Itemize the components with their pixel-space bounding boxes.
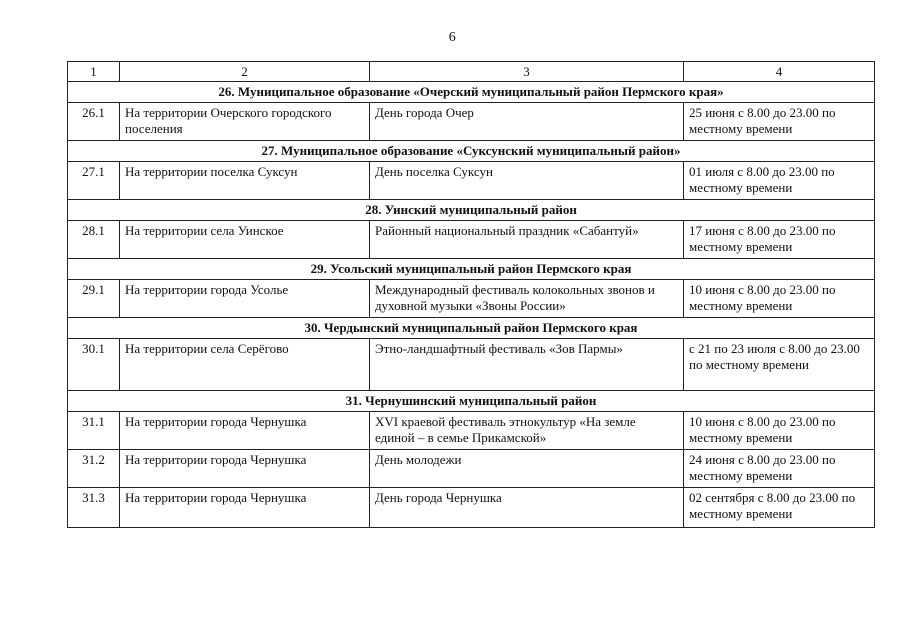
row-place: На территории села Уинское	[120, 221, 370, 259]
row-event: Этно-ландшафтный фестиваль «Зов Пармы»	[370, 339, 684, 391]
column-number-row	[68, 62, 875, 82]
row-time: 02 сентября с 8.00 до 23.00 по местному времени	[684, 488, 875, 528]
row-place: На территории города Чернушка	[120, 488, 370, 528]
row-event: Районный национальный праздник «Сабантуй»	[370, 221, 684, 259]
page-number: 6	[448, 30, 457, 45]
table-row	[68, 162, 875, 200]
row-time: 01 июля с 8.00 до 23.00 по местному времени	[684, 162, 875, 200]
table-row	[68, 221, 875, 259]
row-number: 26.1	[68, 103, 120, 141]
section-heading: 27. Муниципальное образование «Суксунский муниципальный район»	[68, 141, 875, 162]
row-event: День поселка Суксун	[370, 162, 684, 200]
section-heading: 31. Чернушинский муниципальный район	[68, 391, 875, 412]
table-row	[68, 488, 875, 528]
row-number: 31.2	[68, 450, 120, 488]
row-place: На территории поселка Суксун	[120, 162, 370, 200]
row-time: 10 июня с 8.00 до 23.00 по местному времени	[684, 280, 875, 318]
row-event: День города Чернушка	[370, 488, 684, 528]
row-place: На территории Очерского городского поселения	[120, 103, 370, 141]
row-place: На территории города Чернушка	[120, 450, 370, 488]
section-heading-row	[68, 82, 875, 103]
row-time: 10 июня с 8.00 до 23.00 по местному времени	[684, 412, 875, 450]
table-row	[68, 103, 875, 141]
row-event: День города Очер	[370, 103, 684, 141]
row-time: с 21 по 23 июля с 8.00 до 23.00 по местному времени	[684, 339, 875, 391]
table-row	[68, 339, 875, 391]
row-place: На территории города Усолье	[120, 280, 370, 318]
section-heading: 28. Уинский муниципальный район	[68, 200, 875, 221]
row-event: Международный фестиваль колокольных звонов и духовной музыки «Звоны России»	[370, 280, 684, 318]
section-heading-row	[68, 318, 875, 339]
table-row	[68, 280, 875, 318]
column-number-3: 3	[370, 62, 684, 82]
row-number: 29.1	[68, 280, 120, 318]
column-number-1: 1	[68, 62, 120, 82]
section-heading: 29. Усольский муниципальный район Пермского края	[68, 259, 875, 280]
table-row	[68, 450, 875, 488]
column-number-2: 2	[120, 62, 370, 82]
section-heading-row	[68, 200, 875, 221]
events-table	[67, 61, 875, 528]
row-place: На территории села Серёгово	[120, 339, 370, 391]
row-number: 30.1	[68, 339, 120, 391]
row-number: 31.3	[68, 488, 120, 528]
section-heading-row	[68, 141, 875, 162]
section-heading: 30. Чердынский муниципальный район Пермского края	[68, 318, 875, 339]
row-number: 31.1	[68, 412, 120, 450]
row-event: День молодежи	[370, 450, 684, 488]
column-number-4: 4	[684, 62, 875, 82]
section-heading-row	[68, 391, 875, 412]
row-time: 24 июня с 8.00 до 23.00 по местному времени	[684, 450, 875, 488]
row-time: 17 июня с 8.00 до 23.00 по местному времени	[684, 221, 875, 259]
row-time: 25 июня с 8.00 до 23.00 по местному времени	[684, 103, 875, 141]
table-row	[68, 412, 875, 450]
row-place: На территории города Чернушка	[120, 412, 370, 450]
row-number: 28.1	[68, 221, 120, 259]
row-number: 27.1	[68, 162, 120, 200]
row-event: XVI краевой фестиваль этнокультур «На земле единой – в семье Прикамской»	[370, 412, 684, 450]
section-heading: 26. Муниципальное образование «Очерский муниципальный район Пермского края»	[68, 82, 875, 103]
section-heading-row	[68, 259, 875, 280]
